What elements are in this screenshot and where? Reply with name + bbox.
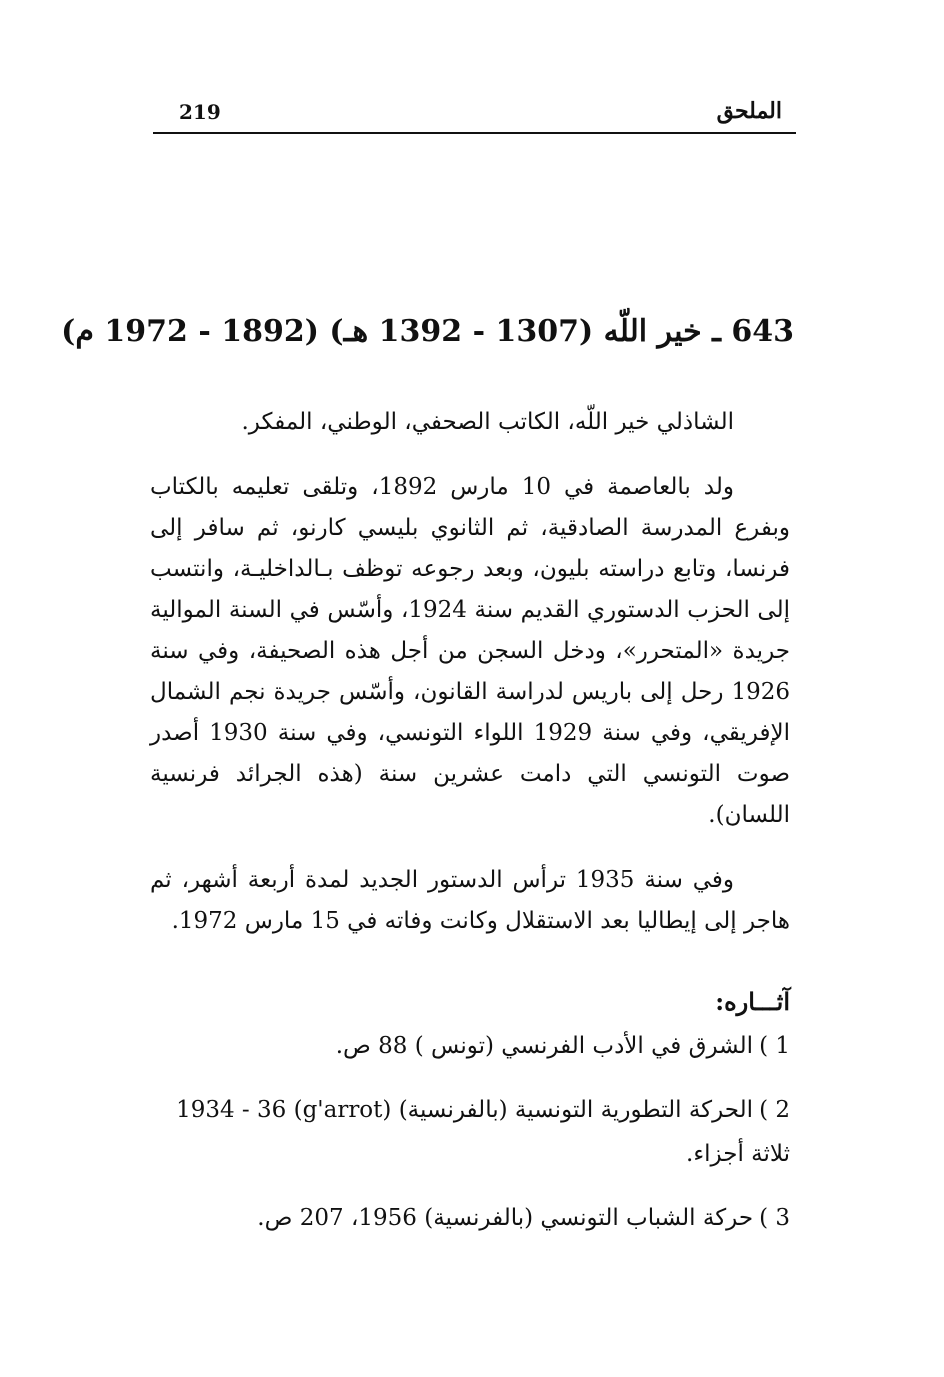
work-item-number: 2 ) <box>759 1097 790 1123</box>
entry-title: 643 ـ خير اللّه (1307 - 1392 هـ) (1892 - 1972 م) <box>61 314 794 349</box>
work-item-text: الحركة التطورية التونسية (بالفرنسية) (g'arrot) 1934 - 36 ثلاثة أجزاء. <box>176 1097 790 1167</box>
work-item-number: 3 ) <box>759 1205 790 1231</box>
work-item <box>150 1196 790 1240</box>
works-section <box>150 980 790 1240</box>
work-item <box>150 1088 790 1176</box>
page-header <box>153 98 796 134</box>
work-item-text: حركة الشباب التونسي (بالفرنسية) 1956، 207 ص. <box>257 1205 754 1231</box>
biography-paragraph: وفي سنة 1935 ترأس الدستور الجديد لمدة أربعة أشهر، ثم هاجر إلى إيطاليا بعد الاستقلال وكانت وفاته في 15 مارس 1972. <box>150 867 790 934</box>
work-item <box>150 1024 790 1068</box>
entry-subtitle: الشاذلي خير اللّه، الكاتب الصحفي، الوطني، المفكر. <box>241 409 734 435</box>
page-number: 219 <box>179 100 221 124</box>
works-heading: آثـــاره: <box>715 987 790 1016</box>
running-head: الملحق <box>716 98 782 124</box>
biography-paragraph: ولد بالعاصمة في 10 مارس 1892، وتلقى تعليمه بالكتاب وبفرع المدرسة الصادقية، ثم الثانوي بليسي كارنو، ثم سافر إلى فرنسا، وتابع دراسته بليون، وبعد رجوعه توظف بـالداخليـة، وانتسب إلى الحزب الدستوري القديم سنة 1924، وأسّس في السنة الموالية جريدة «المتحرر»، ودخل السجن من أجل هذه الصحيفة، وفي سنة 1926 رحل إلى باريس لدراسة القانون، وأسّس جريدة نجم الشمال الإفريقي، وفي سنة 1929 اللواء التونسي، وفي سنة 1930 أصدر صوت التونسي التي دامت عشرين سنة (هذه الجرائد فرنسية اللسان). <box>150 474 790 828</box>
entry-body <box>150 402 790 942</box>
work-item-number: 1 ) <box>759 1033 790 1059</box>
work-item-text: الشرق في الأدب الفرنسي (تونس ) 88 ص. <box>335 1033 754 1059</box>
